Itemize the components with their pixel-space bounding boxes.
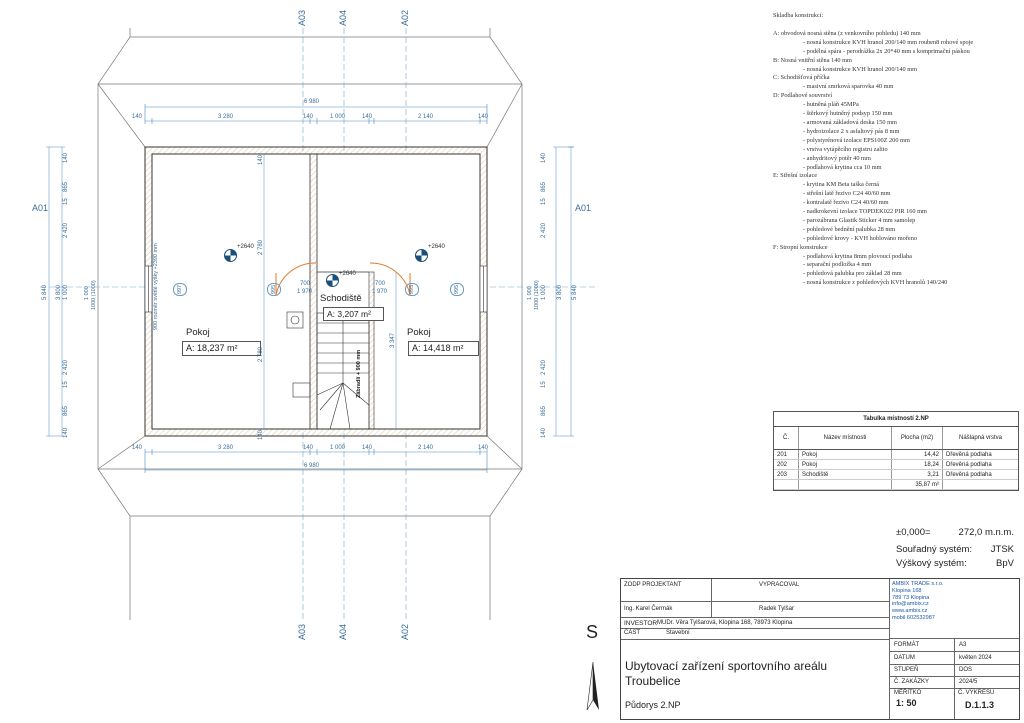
spec-item: - pohledová palubka pro základ 28 mm — [803, 270, 902, 278]
spec-item: - polystyrénová izolace EPS100Z 200 mm — [803, 136, 910, 144]
dim-seg: 1 000 — [330, 445, 346, 451]
dim-seg: 140 — [63, 427, 69, 438]
dim-seg: 3 280 — [218, 114, 234, 120]
room-area: A: 3,207 m² — [323, 307, 384, 321]
spec-heading: Skladba konstrukcí: — [773, 12, 824, 19]
site-info — [896, 526, 1014, 571]
site-coord-value: JTSK — [990, 544, 1014, 555]
spec-item: - střešní latě řezivo C24 40/60 mm — [803, 190, 891, 198]
level-icon — [326, 274, 339, 287]
zodp-name: Ing. Karel Čermák — [624, 606, 673, 612]
section-a02-bottom: A02 — [400, 623, 410, 640]
vykres-value: D.1.1.3 — [965, 700, 995, 710]
spec-item: - podlahová krytina cca 10 mm — [803, 163, 882, 171]
company-line: 789 73 Klopina — [892, 594, 930, 601]
drawing-title: Půdorys 2.NP — [625, 700, 681, 710]
spec-section-title: E: Střešní izolace — [773, 172, 818, 180]
room-name: Schodiště — [799, 470, 892, 480]
dim-overall-left: 5 840 — [42, 284, 48, 300]
dim-wall-bottom: 140 — [258, 429, 264, 440]
spec-item: - kontralatě řezivo C24 40/60 mm — [803, 199, 889, 207]
site-coord-row — [896, 543, 1014, 557]
spec-item: - anhydritový potěr 40 mm — [803, 154, 871, 162]
dim-seg: 1 000 — [63, 284, 69, 300]
window-tag-right: 995 — [450, 283, 464, 296]
meritko-value: 1: 50 — [896, 698, 917, 708]
investor-value: MUDr. Věra Tylšarová, Klopina 168, 78973 Klopina — [657, 620, 793, 626]
site-coord-label: Souřadný systém: — [896, 544, 973, 555]
table-cell-empty — [774, 480, 799, 490]
site-zero-label: ±0,000= — [896, 527, 931, 538]
spec-item: - štěrkový hutněný podsyp 150 mm — [803, 110, 893, 118]
spec-section — [773, 30, 1018, 57]
zakazky-value: 2024/5 — [959, 679, 978, 685]
table-header: Č. — [774, 427, 799, 450]
dim-seg: 140 — [478, 114, 489, 120]
room-no: 203 — [774, 470, 799, 480]
note-right-dim: 1 000 — [527, 286, 533, 300]
meritko-label: MĚŘÍTKO — [894, 690, 922, 696]
dim-seg: 140 — [132, 445, 143, 451]
spec-section — [773, 172, 1018, 243]
table-row — [774, 470, 1018, 480]
site-height-value: BpV — [996, 558, 1014, 569]
dim-seg: 1 000 — [541, 284, 547, 300]
note-left-height: 900 rozměr světlé výšky +2390 mm — [153, 243, 159, 330]
note-right-frame: 1000 (1000) — [534, 280, 540, 310]
spec-item: - masivní smrková sparovka 40 mm — [803, 83, 894, 91]
dim-seg: 140 — [303, 445, 314, 451]
spec-item: - hydroizolace 2 x asfaltový pás 8 mm — [803, 127, 900, 135]
dim-seg: 2 420 — [63, 222, 69, 238]
spec-item: - nosná konstrukce KVH hranol 200/140 mm — [803, 65, 918, 73]
dim-seg: 2 420 — [63, 359, 69, 375]
dim-seg: 865 — [541, 181, 547, 192]
table-header: Plocha (m2) — [892, 427, 943, 450]
room-total: 35,87 m² — [892, 480, 943, 490]
door-tag-left: 995 — [267, 283, 281, 296]
level-room2: +2640 — [428, 244, 445, 250]
construction-specs — [773, 12, 1018, 288]
company-line: Klopina 168 — [892, 587, 922, 594]
table-cell-empty — [799, 480, 892, 490]
room-area: 14,42 — [892, 450, 943, 460]
room-table-title: Tabulka místností 2.NP — [774, 412, 1018, 427]
dim-overall-bottom: 6 980 — [304, 463, 320, 469]
dim-seg: 140 — [362, 445, 373, 451]
cast-value: Stavební — [666, 630, 690, 636]
room-area: 18,24 — [892, 460, 943, 470]
room-name: Pokoj — [799, 460, 892, 470]
door-tag-right: 995 — [405, 283, 419, 296]
room-area: A: 14,418 m² — [408, 341, 479, 356]
dim-seg: 15 — [541, 198, 547, 205]
site-height-row — [896, 557, 1014, 571]
spec-item: - pohledové krovy - KVH hoblováno mořeno — [803, 234, 918, 242]
site-height-label: Výškový systém: — [896, 558, 967, 569]
stupen-value: DOS — [959, 667, 973, 673]
level-stair: +2640 — [339, 271, 356, 277]
datum-label: DATUM — [894, 655, 915, 661]
dim-wall-height: 2 780 — [258, 239, 264, 255]
format-label: FORMÁT — [894, 642, 920, 648]
spec-section-title: C: Schodišťová příčka — [773, 74, 830, 82]
table-header: Nášlapná vrstva — [943, 427, 1019, 450]
dim-seg: 15 — [63, 198, 69, 205]
table-row — [774, 460, 1018, 470]
spec-section-title: B: Nosná vnitřní stěna 140 mm — [773, 56, 852, 64]
spec-item: - separační podložka 4 mm — [803, 261, 872, 269]
room-area: A: 18,237 m² — [182, 341, 261, 356]
section-a03-top: A03 — [297, 9, 307, 26]
dim-overall-top: 6 980 — [304, 99, 320, 105]
spec-item: - hutněná pláň 45MPa — [803, 101, 859, 109]
section-a01-right: A01 — [575, 203, 592, 213]
dim-seg: 140 — [478, 445, 489, 451]
room-no: 202 — [774, 460, 799, 470]
zodp-label: ZODP PROJEKTANT — [624, 582, 682, 588]
section-a02-top: A02 — [400, 9, 410, 26]
room-floor: Dřevěná podlaha — [943, 450, 1019, 460]
door-right-width: 700 — [375, 281, 386, 287]
investor-label: INVESTOR — [624, 620, 658, 627]
spec-item: - krytina KM Beta taška černá — [803, 181, 880, 189]
dim-seg: 140 — [303, 114, 314, 120]
room-no: 201 — [774, 450, 799, 460]
dim-seg: 140 — [541, 427, 547, 438]
level-room1: +2640 — [237, 244, 254, 250]
spec-section-title: D: Podlahové souvrství — [773, 92, 833, 100]
room-name: Pokoj — [186, 327, 210, 338]
project-title: Ubytovací zařízení sportovního areálu Troubelice — [625, 659, 828, 688]
dim-seg: 140 — [541, 152, 547, 163]
north-arrow-icon — [586, 662, 600, 712]
section-a01-left: A01 — [32, 203, 49, 213]
room-table — [773, 411, 1019, 491]
door-left-width: 700 — [300, 281, 311, 287]
level-icon — [224, 249, 237, 262]
spec-item: - podlahová krytina 8mm plovoucí podlaha — [803, 252, 912, 260]
door-right-height: 1 970 — [372, 289, 388, 295]
dim-seg: 140 — [362, 114, 373, 120]
spec-item: - nosná konstrukce KVH hranol 200/140 mm rouben8 rohové spoje — [803, 38, 974, 46]
window-tag-left: 997 — [173, 283, 187, 296]
spec-section-title: A: obvodová nosná stěna (z venkovního pohledu) 140 mm — [773, 29, 921, 37]
dim-seg: 865 — [63, 405, 69, 416]
dim-seg: 1 000 — [330, 114, 346, 120]
dim-height-right: 3 347 — [390, 332, 396, 348]
room-area: 3,21 — [892, 470, 943, 480]
section-a04-top: A04 — [338, 9, 348, 26]
spec-item: - vrstva vytápěcího registru zalito — [803, 145, 888, 153]
dim-total-right: 3 800 — [557, 284, 563, 300]
dim-seg: 140 — [132, 114, 143, 120]
title-block — [620, 578, 1020, 720]
company-line: www.ambix.cz — [892, 608, 928, 615]
dim-seg: 15 — [541, 381, 547, 388]
cast-label: ČÁST — [624, 630, 641, 636]
site-zero-value: 272,0 m.n.m. — [958, 527, 1014, 538]
level-icon — [415, 249, 428, 262]
vykres-label: Č. VÝKRESU — [958, 690, 995, 696]
site-zero-row — [896, 526, 1014, 540]
dim-seg: 15 — [63, 381, 69, 388]
table-total-row — [774, 480, 1018, 490]
company-line: mobil 602532987 — [892, 614, 935, 621]
room-floor: Dřevěná podlaha — [943, 470, 1019, 480]
dim-seg: 2 140 — [418, 445, 434, 451]
dim-wall-height: 2 780 — [258, 346, 264, 362]
dim-total-left: 3 800 — [56, 284, 62, 300]
walls — [145, 147, 487, 436]
company-line: info@ambix.cz — [892, 601, 929, 608]
spec-item: - armovaná základová deska 150 mm — [803, 118, 897, 126]
note-left-frame: 1000 (1000) — [91, 280, 97, 310]
table-header-row — [774, 427, 1018, 450]
room-table-grid — [774, 427, 1018, 490]
spec-section — [773, 74, 1018, 92]
dim-wall-top: 140 — [258, 154, 264, 165]
door-left-height: 1 970 — [297, 289, 313, 295]
spec-section — [773, 92, 1018, 172]
zakazky-label: Č. ZAKÁZKY — [894, 679, 930, 685]
spec-item: - nosná konstrukce z pohledových KVH hranolů 140/240 — [803, 279, 948, 287]
dim-seg: 865 — [63, 181, 69, 192]
table-row — [774, 450, 1018, 460]
room-floor: Dřevěná podlaha — [943, 460, 1019, 470]
spec-section — [773, 57, 1018, 75]
spec-section-title: F: Stropní konstrukce — [773, 243, 828, 251]
section-a04-bottom: A04 — [338, 623, 348, 640]
room-name: Schodiště — [320, 293, 362, 304]
table-header: Název místnosti — [799, 427, 892, 450]
room-name: Pokoj — [799, 450, 892, 460]
spec-item: - podélná spára - perodrážka 2x 20*40 mm s komprimační páskou — [803, 47, 970, 55]
stupen-label: STUPEŇ — [894, 667, 919, 673]
table-cell-empty — [943, 480, 1019, 490]
dim-seg: 865 — [541, 405, 547, 416]
dim-seg: 2 420 — [541, 222, 547, 238]
format-value: A3 — [959, 642, 967, 648]
spec-item: - nadkrokevní izolace TOPDEK022 PIR 160 mm — [803, 208, 927, 216]
room-name: Pokoj — [407, 327, 431, 338]
datum-value: květen 2024 — [959, 655, 992, 661]
dim-seg: 140 — [63, 152, 69, 163]
stair-label: Zábradlí + 900 mm — [356, 349, 362, 398]
spec-section — [773, 244, 1018, 289]
dim-overall-right: 5 840 — [572, 284, 578, 300]
dim-seg: 2 420 — [541, 359, 547, 375]
north-label: S — [586, 622, 599, 642]
spec-item: - parozábrana Glastik Sticker 4 mm samolep — [803, 216, 916, 224]
section-a03-bottom: A03 — [297, 623, 307, 640]
note-left-dim: 1 000 — [84, 286, 90, 300]
vypracoval-label: VYPRACOVAL — [759, 582, 800, 588]
spec-item: - pohledové bednění palubka 28 mm — [803, 225, 896, 233]
dim-seg: 3 280 — [218, 445, 234, 451]
company-line: AMBIX TRADE s.r.o. — [892, 581, 944, 587]
company-info — [892, 581, 944, 622]
dim-seg: 2 140 — [418, 114, 434, 120]
vypracoval-name: Radek Tylšar — [759, 606, 794, 612]
